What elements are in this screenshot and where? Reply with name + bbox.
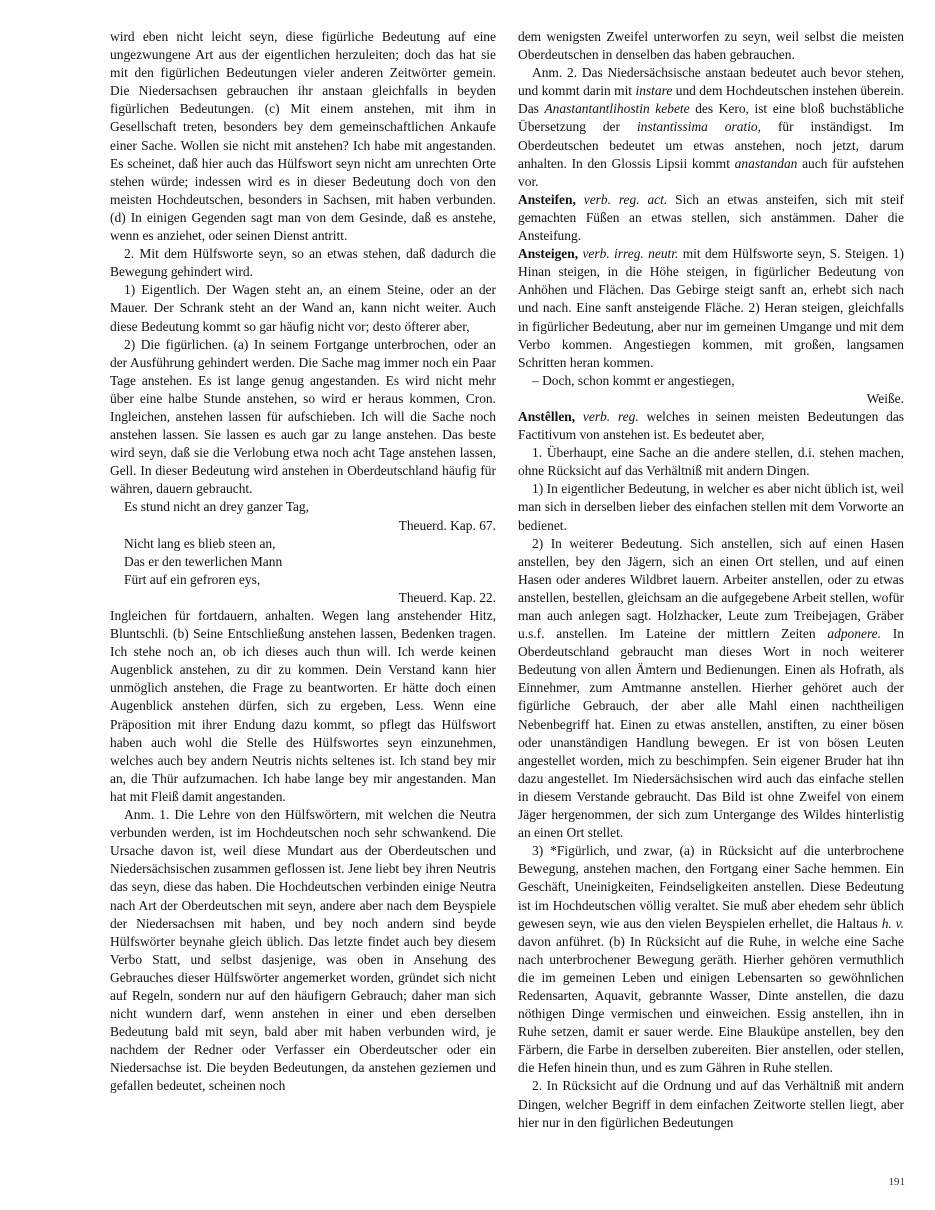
paragraph: Anm. 1. Die Lehre von den Hülfswörtern, mit welchen die Neutra verbunden werden, ist im Hochdeutschen noch sehr schwankend. Die Ursache davon ist, weil diese Mundart aus der Oberdeutschen und Niedersächsischen zusammen geflossen ist. Jene liebt bey ihren Neutris das seyn, diese das haben. Die Hochdeutschen verbinden einige Neutra nach Art der Oberdeutschen mit seyn, andere aber nach dem Beyspiele der Niedersachsen mit haben, und bey noch andern sind beyde Hülfswörter beynahe gleich üblich. Das letzte findet auch bey diesem Verbo Statt, und selbst dasjenige, was oben in Ansehung des Gebrauches dieser Hülfswörter angemerket worden, gründet sich nicht auf Regeln, sondern nur auf den häufigern Gebrauch; daher man sich nicht wundern darf, wenn anstehen in einer und eben derselben Bedeutung bald mit seyn, bald aber mit haben verbunden wird, je nachdem der Redner oder Verfasser ein Oberdeutscher oder ein Niedersachse ist. Die beyden Bedeutungen, da anstehen geziemen und gefallen bedeutet, scheinen noch bbox=[110, 807, 496, 1094]
annotation-2: Anm. 2. Das Niedersächsische anstaan bedeutet auch bevor stehen, und kommt darin mit instare und dem Hochdeutschen instehen überein. Das Anastantantlihostin kebete des Kero, ist eine bloß buchstäbliche Übersetzung der instantissima oratio, für inständigst. Im Oberdeutschen bedeutet um etwas anstehen, noch jetzt, darum anhalten. In den Glossis Lipsii kommt anastandan auch für aufstehen vor. bbox=[518, 65, 905, 189]
page-number: 191 bbox=[888, 1176, 905, 1188]
paragraph: 2) Die figürlichen. (a) In seinem Fortgange unterbrochen, oder an der Ausführung gehindert werden. Die Sache mag immer noch ein Paar Tage anstehen. Es ist lange genug angestanden. Es wird nicht mehr über eine halbe Stunde anstehen, so wird er heraus kommen, Cron. Ingleichen, anstehen lassen für aufschieben. Ich will die Sache noch anstehen lassen. Sie lassen es auch gar zu lange anstehen. Das beste wird seyn, daß sie die Verlobung etwa noch acht Tage anstehen lassen, Gell. In dieser Bedeutung wird anstehen in Oberdeutschland häufig für währen, dauern gebraucht. bbox=[110, 336, 496, 497]
paragraph: 2. In Rücksicht auf die Ordnung und auf das Verhältniß mit andern Dingen, welcher Begriff in dem einfachen Zeitworte stellen liegt, aber hier nur in den figürlichen Bedeutungen bbox=[518, 1078, 904, 1130]
verse-source: Theuerd. Kap. 22. bbox=[398, 589, 496, 605]
verse-line: Nicht lang es blieb steen an, bbox=[124, 535, 276, 551]
entry-anstellen: Anstêllen, verb. reg. welches in seinen meisten Bedeutungen das Factitivum von anstehen ist. Es bedeutet aber, bbox=[518, 408, 905, 443]
paragraph: dem wenigsten Zweifel unterworfen zu seyn, weil selbst die meisten Oberdeutschen in denselben das haben gebrauchen. bbox=[518, 29, 904, 63]
headword: Ansteifen, bbox=[518, 191, 576, 207]
paragraph: 2) In weiterer Bedeutung. Sich anstellen, sich auf einen Hasen anstellen, bey den Jägern, sich an einen Ort stellen, und auf einen Hasen oder anderes Wildbret lauern. Arbeiter anstellen, oder zu etwas anstellen, bestellen, gleichsam an die aufgegebene Arbeit stellen, wofür man auch anlegen sagt. Holzhacker, Leute zum Treibejagen, Gräber u.s.f. anstellen. Im Lateine der mittlern Zeiten adponere. In Oberdeutschland gebraucht man dieses Wort in noch weiterer Bedeutung von allen Ämtern und Bedienungen. Einen als Hofrath, als Einnehmer, zum Amtmanne anstellen. Hierher gehöret auch der figürliche Gebrauch, der aber alle Mahl einen nachtheiligen Nebenbegriff hat. Einen zu etwas anstellen, anstiften, zu einer bösen oder unanständigen Handlung bewegen. Er ist von bösen Leuten angestellet worden, mich zu beschimpfen. Sein eigener Bruder hat ihn dazu angestellet. Im Niedersächsischen wird auch das einfache stellen in diesem Verstande gebraucht. Das Bild ist ohne Zweifel von einem Jäger hergenommen, der sich zum Untergange des Wildes hinterlistig an einen Ort stellet. bbox=[518, 535, 904, 841]
paragraph: 2. Mit dem Hülfsworte seyn, so an etwas stehen, daß dadurch die Bewegung gehindert wird. bbox=[110, 246, 496, 280]
grammar-note: verb. reg. bbox=[582, 408, 639, 424]
entry-ansteigen: Ansteigen, verb. irreg. neutr. mit dem Hülfsworte seyn, S. Steigen. 1) Hinan steigen, in die Höhe steigen, in figürlicher Bedeutung von Anhöhen und Flächen. Das Gebirge steigt sanft an, erhebt sich nach und nach. Eine sanft ansteigende Fläche. 2) Heran steigen, gleichfalls in figürlicher Bedeutung, aber nur im gemeinen Umgange und mit dem Verbo kommen. Angestiegen kommen, mit großen, langsamen Schritten heran kommen. bbox=[518, 246, 904, 370]
verse-line: Fürt auf ein gefroren eys, bbox=[124, 571, 261, 587]
paragraph: wird eben nicht leicht seyn, diese figürliche Bedeutung auf eine ungezwungene Art aus der eigentlichen herzuleiten; doch das hat sie mit den figürlichen Bedeutungen vieler anderen Zeitwörter gemein. Die Niedersachsen gebrauchen ihr anstaan gleichfalls in beyden figürlichen Bedeutungen. (c) Mit einem anstehen, mit ihm in Gesellschaft treten, besonders bey dem gemeinschaftlichen Ankaufe einer Sache. Wollen sie nicht mit anstehen? Ich habe mit angestanden. Es scheinet, daß hier auch das Hülfswort seyn nicht am unrechten Orte stehen würde; indessen wird es in dieser Bedeutung doch von den meisten Hochdeutschen, besonders in Sachsen, mit haben verbunden. (d) In einigen Gegenden sagt man von dem Gesinde, daß es anstehe, wenn es anziehet, oder seinen Dienst antritt. bbox=[110, 29, 496, 244]
right-column bbox=[518, 28, 904, 1132]
paragraph: 1. Überhaupt, eine Sache an die andere stellen, d.i. stehen machen, ohne Rücksicht auf das Verhältniß mit andern Dingen. bbox=[518, 445, 904, 479]
entry-ansteifen: Ansteifen, verb. reg. act. Sich an etwas ansteifen, sich mit steif gemachten Füßen an etwas stellen, sich anstämmen. Daher die Ansteifung. bbox=[518, 191, 905, 244]
verse-line: Das er den tewerlichen Mann bbox=[124, 553, 283, 569]
headword: Anstêllen, bbox=[518, 408, 576, 424]
verse-line: – Doch, schon kommt er angestiegen, bbox=[532, 372, 735, 388]
verse-source: Theuerd. Kap. 67. bbox=[398, 517, 496, 533]
paragraph: 1) In eigentlicher Bedeutung, in welcher es aber nicht üblich ist, weil man sich in derselben lieber des einfachen stellen mit dem Vorworte an bedienet. bbox=[518, 481, 904, 533]
headword: Ansteigen, bbox=[518, 246, 579, 262]
paragraph: Ingleichen für fortdauern, anhalten. Wegen lang anstehender Hitz, Bluntschli. (b) Seine Entschließung anstehen lassen, Bedenken tragen. Ich stehe noch an, ob ich dieses auch thun will. Ich werde keinen Augenblick anstehen, zu dir zu kommen. Dein Verstand kann hier unmöglich anstehen, die Frage zu beantworten. Er hätte doch einen Augenblick anstehen dürfen, sich zu ergeben, Less. Wenn eine Präposition mit ihrer Endung dazu kommt, so pflegt das Hülfswort haben auch wohl die Stelle des Hülfswortes seyn einzunehmen, welches auch bey andern Neutris nichts seltenes ist. Ich stand bey mir an, die Thür aufzumachen. Ich habe lange bey mir angestanden. Man hat mit Fleiß damit angestanden. bbox=[110, 608, 496, 804]
verse-source: Weiße. bbox=[866, 390, 904, 406]
verse-line: Es stund nicht an drey ganzer Tag, bbox=[124, 499, 310, 515]
left-column bbox=[110, 28, 496, 1096]
paragraph: 1) Eigentlich. Der Wagen steht an, an einem Steine, oder an der Mauer. Der Schrank steht an der Wand an, kann nicht weiter. Auch diese Bedeutung kommt so gar häufig nicht vor; desto öfterer aber, bbox=[110, 282, 496, 334]
grammar-note: verb. reg. act. bbox=[583, 191, 668, 207]
paragraph: 3) *Figürlich, und zwar, (a) in Rücksicht auf die unterbrochene Bewegung, anstehen machen, den Fortgang einer Sache hemmen. Ein Geschäft, Uneinigkeiten, Feindseligkeiten anstellen. Diese Bedeutung ist im Hochdeutschen völlig veraltet. Sie muß aber ehedem sehr üblich gewesen seyn, wie aus den vielen Beyspielen erhellet, die Haltaus h. v. davon anführet. (b) In Rücksicht auf die Ruhe, in welche eine Sache nach unterbrochener Bewegung geräth. Hierher gehören vermuthlich die im gemeinen Leben und einigen Lebensarten so gewöhnlichen Redensarten, Aquavit, gebrannte Wasser, Dinte anstellen, die dazu nöthigen Dinge vermischen und einweichen. Essig anstellen, ihn in Ruhe setzen, damit er sauer werde. Eine Blauküpe anstellen, bey den Färbern, die Farbe in derselben zubereiten. Bier anstellen, oder stellen, die Hefen hinein thun, und es zum Gähren in Ruhe stellen. bbox=[518, 843, 904, 1076]
grammar-note: verb. irreg. neutr. bbox=[582, 246, 679, 262]
